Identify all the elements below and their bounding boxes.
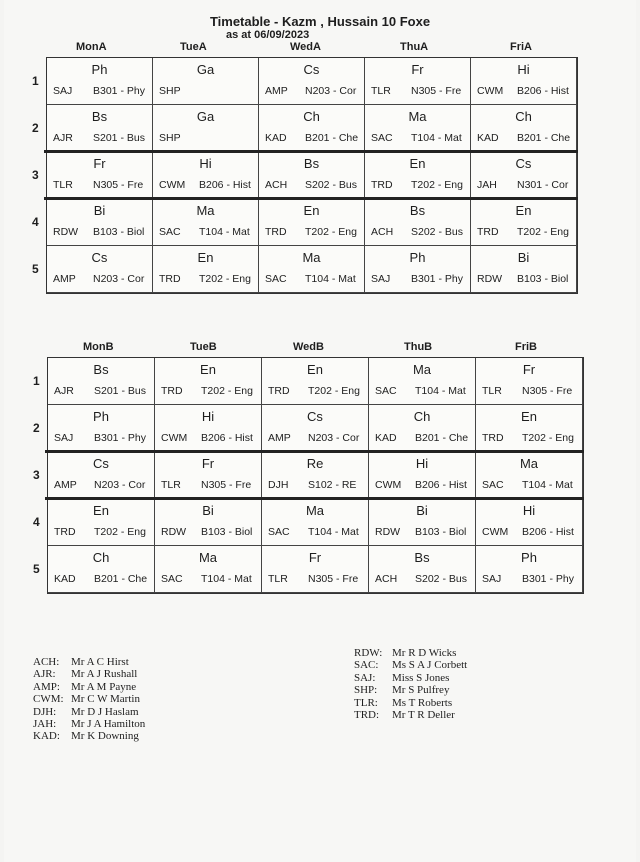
teacher-name: Mr A J Rushall — [71, 668, 138, 681]
day-header-thua: ThuA — [400, 41, 429, 53]
lesson-cell — [47, 152, 153, 199]
lesson-subject: Cs — [91, 250, 108, 265]
lesson-cell — [47, 246, 153, 293]
teacher-key-entry — [354, 659, 467, 671]
lesson-subject: Ch — [515, 109, 532, 124]
lesson-subject: Ma — [198, 550, 218, 565]
lesson-teacher: TRD — [268, 385, 290, 397]
lesson-teacher: TRD — [477, 226, 499, 238]
lesson-teacher: SAC — [265, 273, 287, 285]
lesson-cell — [369, 546, 476, 593]
lesson-subject: Ga — [196, 62, 215, 77]
lesson-cell — [48, 405, 155, 452]
teacher-name: Mr J A Hamilton — [71, 718, 146, 731]
lesson-subject: Bi — [202, 503, 214, 518]
teacher-name: Mr K Downing — [71, 730, 139, 743]
teacher-code: DJH: — [33, 705, 57, 718]
lesson-teacher: AJR — [54, 385, 74, 397]
lesson-cell — [48, 358, 155, 405]
lesson-room: B206 - Hist — [415, 479, 467, 491]
lesson-teacher: CWM — [159, 179, 186, 191]
lesson-room: T202 - Eng — [522, 432, 574, 444]
teacher-key-entry — [354, 672, 467, 684]
teacher-key-right — [354, 647, 467, 721]
lesson-cell — [262, 546, 369, 593]
lesson-subject: Hi — [415, 456, 429, 471]
teacher-code: ACH: — [33, 656, 60, 668]
lesson-teacher: CWM — [161, 432, 188, 444]
day-header-mona: MonA — [76, 41, 107, 53]
lesson-subject: En — [515, 203, 532, 218]
lesson-cell — [262, 358, 369, 405]
lesson-teacher: TLR — [53, 179, 73, 191]
period-label: 2 — [33, 420, 40, 435]
lesson-subject: En — [307, 362, 323, 377]
lesson-teacher: SAJ — [482, 573, 502, 585]
lesson-teacher: SAJ — [53, 85, 73, 97]
lesson-subject: Ph — [91, 62, 108, 77]
teacher-name: Mr A C Hirst — [71, 656, 129, 668]
period-label: 4 — [32, 214, 39, 229]
lesson-cell — [369, 358, 476, 405]
lesson-teacher: TLR — [371, 85, 391, 97]
lesson-teacher: AMP — [265, 85, 288, 97]
teacher-name: Mr D J Haslam — [71, 705, 139, 718]
lesson-teacher: TRD — [54, 526, 76, 538]
lesson-room: T104 - Mat — [522, 479, 573, 491]
lesson-teacher: SAC — [159, 226, 181, 238]
teacher-key-entry — [354, 709, 467, 721]
day-header-thub: ThuB — [404, 341, 433, 353]
lesson-cell — [471, 105, 577, 152]
period-label: 5 — [33, 561, 40, 576]
lesson-room: B201 - Che — [517, 132, 571, 144]
lesson-teacher: TLR — [161, 479, 181, 491]
lesson-subject: Bs — [303, 156, 320, 171]
lesson-subject: Ma — [408, 109, 427, 124]
lesson-teacher: DJH — [268, 479, 289, 491]
lesson-teacher: KAD — [375, 432, 397, 444]
lesson-room: B206 - Hist — [522, 526, 574, 538]
lesson-cell — [365, 199, 471, 246]
period-label: 2 — [32, 120, 39, 135]
lesson-subject: Cs — [307, 409, 323, 424]
lesson-cell — [365, 105, 471, 152]
lesson-room: T104 - Mat — [305, 273, 356, 285]
lesson-room: B201 - Che — [415, 432, 469, 444]
lesson-cell — [259, 152, 365, 199]
day-header-fria: FriA — [510, 41, 532, 53]
teacher-name: Mr R D Wicks — [392, 647, 457, 659]
lesson-teacher: CWM — [375, 479, 402, 491]
lesson-room: N305 - Fre — [201, 479, 252, 491]
lesson-teacher: SHP — [159, 132, 181, 144]
period-label: 1 — [32, 73, 39, 88]
teacher-key-entry — [354, 684, 467, 696]
break-divider — [45, 450, 584, 453]
lesson-cell — [47, 199, 153, 246]
lesson-room: B301 - Phy — [94, 432, 146, 444]
teacher-key-entry — [33, 668, 145, 680]
lesson-cell — [365, 58, 471, 105]
lesson-room: S102 - RE — [308, 479, 357, 491]
lesson-subject: Bi — [416, 503, 428, 518]
lesson-room: N301 - Cor — [517, 179, 569, 191]
lesson-cell — [471, 199, 577, 246]
lesson-room: T202 - Eng — [411, 179, 463, 191]
lesson-subject: Fr — [411, 62, 424, 77]
lesson-subject: Fr — [201, 456, 215, 471]
teacher-key-entry — [33, 706, 145, 718]
lesson-cell — [47, 58, 153, 105]
lesson-cell — [471, 152, 577, 199]
lesson-room: N305 - Fre — [308, 573, 359, 585]
lesson-cell — [471, 246, 577, 293]
lesson-room: B103 - Biol — [201, 526, 253, 538]
lesson-teacher: TLR — [482, 385, 502, 397]
lesson-subject: En — [200, 362, 216, 377]
lesson-teacher: SAC — [375, 385, 397, 397]
teacher-code: AMP: — [33, 680, 60, 693]
day-header-tuea: TueA — [180, 41, 207, 53]
lesson-teacher: AMP — [268, 432, 291, 444]
lesson-subject: Cs — [303, 62, 320, 77]
lesson-cell — [262, 499, 369, 546]
lesson-room: N203 - Cor — [308, 432, 360, 444]
lesson-room: B206 - Hist — [199, 179, 251, 191]
day-header-tueb: TueB — [190, 341, 217, 353]
period-label: 5 — [32, 261, 39, 276]
teacher-name: Miss S Jones — [392, 671, 450, 684]
teacher-code: AJR: — [33, 668, 56, 681]
lesson-cell — [48, 546, 155, 593]
lesson-room: B301 - Phy — [522, 573, 574, 585]
teacher-key-entry — [33, 718, 145, 730]
lesson-teacher: RDW — [161, 526, 187, 538]
lesson-subject: Hi — [201, 409, 215, 424]
lesson-subject: Fr — [308, 550, 322, 565]
lesson-teacher: KAD — [265, 132, 287, 144]
lesson-subject: Ma — [302, 250, 321, 265]
timetable-grid — [46, 57, 578, 294]
lesson-subject: En — [409, 156, 426, 171]
lesson-subject: Ma — [412, 362, 432, 377]
lesson-subject: Ga — [196, 109, 215, 124]
lesson-cell — [47, 105, 153, 152]
lesson-room: N203 - Cor — [305, 85, 357, 97]
lesson-subject: En — [197, 250, 214, 265]
lesson-subject: Fr — [93, 156, 106, 171]
lesson-teacher: KAD — [477, 132, 499, 144]
lesson-subject: Bs — [409, 203, 426, 218]
lesson-room: B201 - Che — [305, 132, 359, 144]
lesson-cell — [369, 452, 476, 499]
lesson-teacher: AMP — [53, 273, 76, 285]
lesson-teacher: CWM — [482, 526, 509, 538]
teacher-code: SHP: — [354, 684, 378, 697]
lesson-cell — [365, 246, 471, 293]
lesson-teacher: AJR — [53, 132, 73, 144]
lesson-teacher: TRD — [265, 226, 287, 238]
teacher-key-entry — [354, 697, 467, 709]
lesson-cell — [153, 152, 259, 199]
lesson-room: B103 - Biol — [93, 226, 145, 238]
break-divider — [45, 497, 584, 500]
lesson-subject: Ma — [519, 456, 539, 471]
period-label: 3 — [33, 467, 40, 482]
period-label: 4 — [33, 514, 40, 529]
lesson-subject: Bi — [517, 250, 530, 265]
lesson-room: T104 - Mat — [199, 226, 250, 238]
lesson-teacher: RDW — [53, 226, 79, 238]
lesson-subject: Ch — [413, 409, 431, 424]
lesson-subject: En — [521, 409, 537, 424]
lesson-subject: Ch — [303, 109, 320, 124]
lesson-subject: Fr — [522, 362, 536, 377]
lesson-subject: Bs — [91, 109, 108, 124]
teacher-code: CWM: — [33, 693, 64, 706]
lesson-cell — [471, 58, 577, 105]
lesson-room: B301 - Phy — [93, 85, 145, 97]
lesson-subject: Cs — [93, 456, 109, 471]
lesson-room: S202 - Bus — [415, 573, 467, 585]
lesson-teacher: SAC — [161, 573, 183, 585]
lesson-room: N305 - Fre — [93, 179, 144, 191]
lesson-teacher: RDW — [375, 526, 401, 538]
lesson-teacher: TRD — [482, 432, 504, 444]
lesson-cell — [476, 452, 583, 499]
lesson-cell — [259, 58, 365, 105]
lesson-room: T104 - Mat — [308, 526, 359, 538]
teacher-code: RDW: — [354, 647, 383, 659]
lesson-teacher: ACH — [371, 226, 394, 238]
lesson-subject: En — [93, 503, 109, 518]
teacher-name: Ms T Roberts — [392, 696, 453, 709]
lesson-room: B206 - Hist — [517, 85, 569, 97]
lesson-room: T202 - Eng — [305, 226, 357, 238]
teacher-code: SAJ: — [354, 671, 376, 684]
lesson-teacher: SAC — [482, 479, 504, 491]
timetable-grid — [47, 357, 584, 594]
teacher-code: TRD: — [354, 709, 380, 722]
lesson-cell — [476, 499, 583, 546]
lesson-room: T202 - Eng — [517, 226, 569, 238]
lesson-cell — [155, 405, 262, 452]
lesson-teacher: SAJ — [54, 432, 74, 444]
lesson-cell — [259, 246, 365, 293]
teacher-key-left — [33, 656, 145, 743]
lesson-subject: Ph — [93, 409, 109, 424]
lesson-room: T202 - Eng — [201, 385, 253, 397]
break-divider — [44, 197, 578, 200]
teacher-name: Ms S A J Corbett — [392, 659, 468, 672]
page-subtitle: as at 06/09/2023 — [226, 29, 310, 41]
lesson-cell — [476, 358, 583, 405]
lesson-subject: Hi — [199, 156, 212, 171]
lesson-cell — [259, 105, 365, 152]
lesson-subject: Hi — [522, 503, 536, 518]
lesson-cell — [369, 499, 476, 546]
lesson-room: S201 - Bus — [93, 132, 145, 144]
lesson-cell — [365, 152, 471, 199]
lesson-room: S201 - Bus — [94, 385, 146, 397]
lesson-subject: Hi — [517, 62, 530, 77]
lesson-room: T104 - Mat — [201, 573, 252, 585]
lesson-cell — [155, 358, 262, 405]
lesson-teacher: SAJ — [371, 273, 391, 285]
teacher-name: Mr A M Payne — [71, 680, 137, 693]
lesson-room: B206 - Hist — [201, 432, 253, 444]
lesson-cell — [476, 546, 583, 593]
lesson-room: T202 - Eng — [94, 526, 146, 538]
lesson-room: S202 - Bus — [411, 226, 463, 238]
teacher-code: SAC: — [354, 659, 379, 672]
lesson-teacher: SAC — [268, 526, 290, 538]
lesson-room: T202 - Eng — [199, 273, 251, 285]
teacher-key-entry — [33, 693, 145, 705]
lesson-cell — [153, 246, 259, 293]
teacher-name: Mr T R Deller — [392, 709, 455, 722]
lesson-teacher: TRD — [161, 385, 183, 397]
lesson-teacher: TLR — [268, 573, 288, 585]
lesson-subject: En — [303, 203, 320, 218]
lesson-room: N305 - Fre — [522, 385, 573, 397]
lesson-teacher: CWM — [477, 85, 504, 97]
lesson-subject: Ma — [196, 203, 215, 218]
teacher-key-entry — [354, 647, 467, 659]
lesson-subject: Bs — [414, 550, 430, 565]
lesson-cell — [155, 452, 262, 499]
teacher-name: Mr C W Martin — [71, 693, 140, 706]
page-title: Timetable - Kazm , Hussain 10 Foxe — [209, 14, 431, 29]
teacher-code: TLR: — [354, 696, 378, 709]
lesson-room: B103 - Biol — [415, 526, 467, 538]
lesson-subject: Re — [306, 456, 324, 471]
teacher-key-entry — [33, 681, 145, 693]
lesson-teacher: ACH — [265, 179, 288, 191]
lesson-teacher: SAC — [371, 132, 393, 144]
lesson-teacher: KAD — [54, 573, 76, 585]
day-header-wedb: WedB — [293, 341, 324, 353]
period-label: 3 — [32, 167, 39, 182]
lesson-teacher: AMP — [54, 479, 77, 491]
lesson-cell — [153, 105, 259, 152]
day-header-frib: FriB — [515, 341, 537, 353]
lesson-teacher: TRD — [371, 179, 393, 191]
lesson-subject: Bi — [93, 203, 106, 218]
teacher-name: Mr S Pulfrey — [392, 684, 450, 697]
day-header-weda: WedA — [290, 41, 321, 53]
lesson-cell — [259, 199, 365, 246]
teacher-key-entry — [33, 730, 145, 742]
lesson-subject: Ph — [409, 250, 426, 265]
lesson-room: N203 - Cor — [94, 479, 146, 491]
lesson-room: S202 - Bus — [305, 179, 357, 191]
break-divider — [44, 150, 578, 153]
lesson-cell — [476, 405, 583, 452]
lesson-cell — [155, 546, 262, 593]
teacher-code: JAH: — [33, 718, 57, 731]
lesson-teacher: RDW — [477, 273, 503, 285]
lesson-room: T104 - Mat — [415, 385, 466, 397]
lesson-cell — [369, 405, 476, 452]
teacher-code: KAD: — [33, 730, 60, 743]
lesson-cell — [153, 199, 259, 246]
lesson-subject: Ch — [92, 550, 110, 565]
lesson-cell — [153, 58, 259, 105]
lesson-subject: Ph — [521, 550, 537, 565]
lesson-cell — [262, 405, 369, 452]
lesson-teacher: ACH — [375, 573, 398, 585]
lesson-subject: Bs — [93, 362, 109, 377]
lesson-room: N305 - Fre — [411, 85, 462, 97]
lesson-subject: Ma — [305, 503, 325, 518]
lesson-room: B301 - Phy — [411, 273, 463, 285]
lesson-teacher: JAH — [477, 179, 497, 191]
lesson-cell — [155, 499, 262, 546]
period-label: 1 — [33, 373, 40, 388]
teacher-key-entry — [33, 656, 145, 668]
lesson-room: B103 - Biol — [517, 273, 569, 285]
lesson-room: N203 - Cor — [93, 273, 145, 285]
lesson-subject: Cs — [515, 156, 532, 171]
lesson-room: T104 - Mat — [411, 132, 462, 144]
lesson-cell — [48, 452, 155, 499]
lesson-cell — [48, 499, 155, 546]
day-header-monb: MonB — [83, 341, 114, 353]
lesson-teacher: SHP — [159, 85, 181, 97]
lesson-room: B201 - Che — [94, 573, 148, 585]
lesson-cell — [262, 452, 369, 499]
lesson-teacher: TRD — [159, 273, 181, 285]
lesson-room: T202 - Eng — [308, 385, 360, 397]
